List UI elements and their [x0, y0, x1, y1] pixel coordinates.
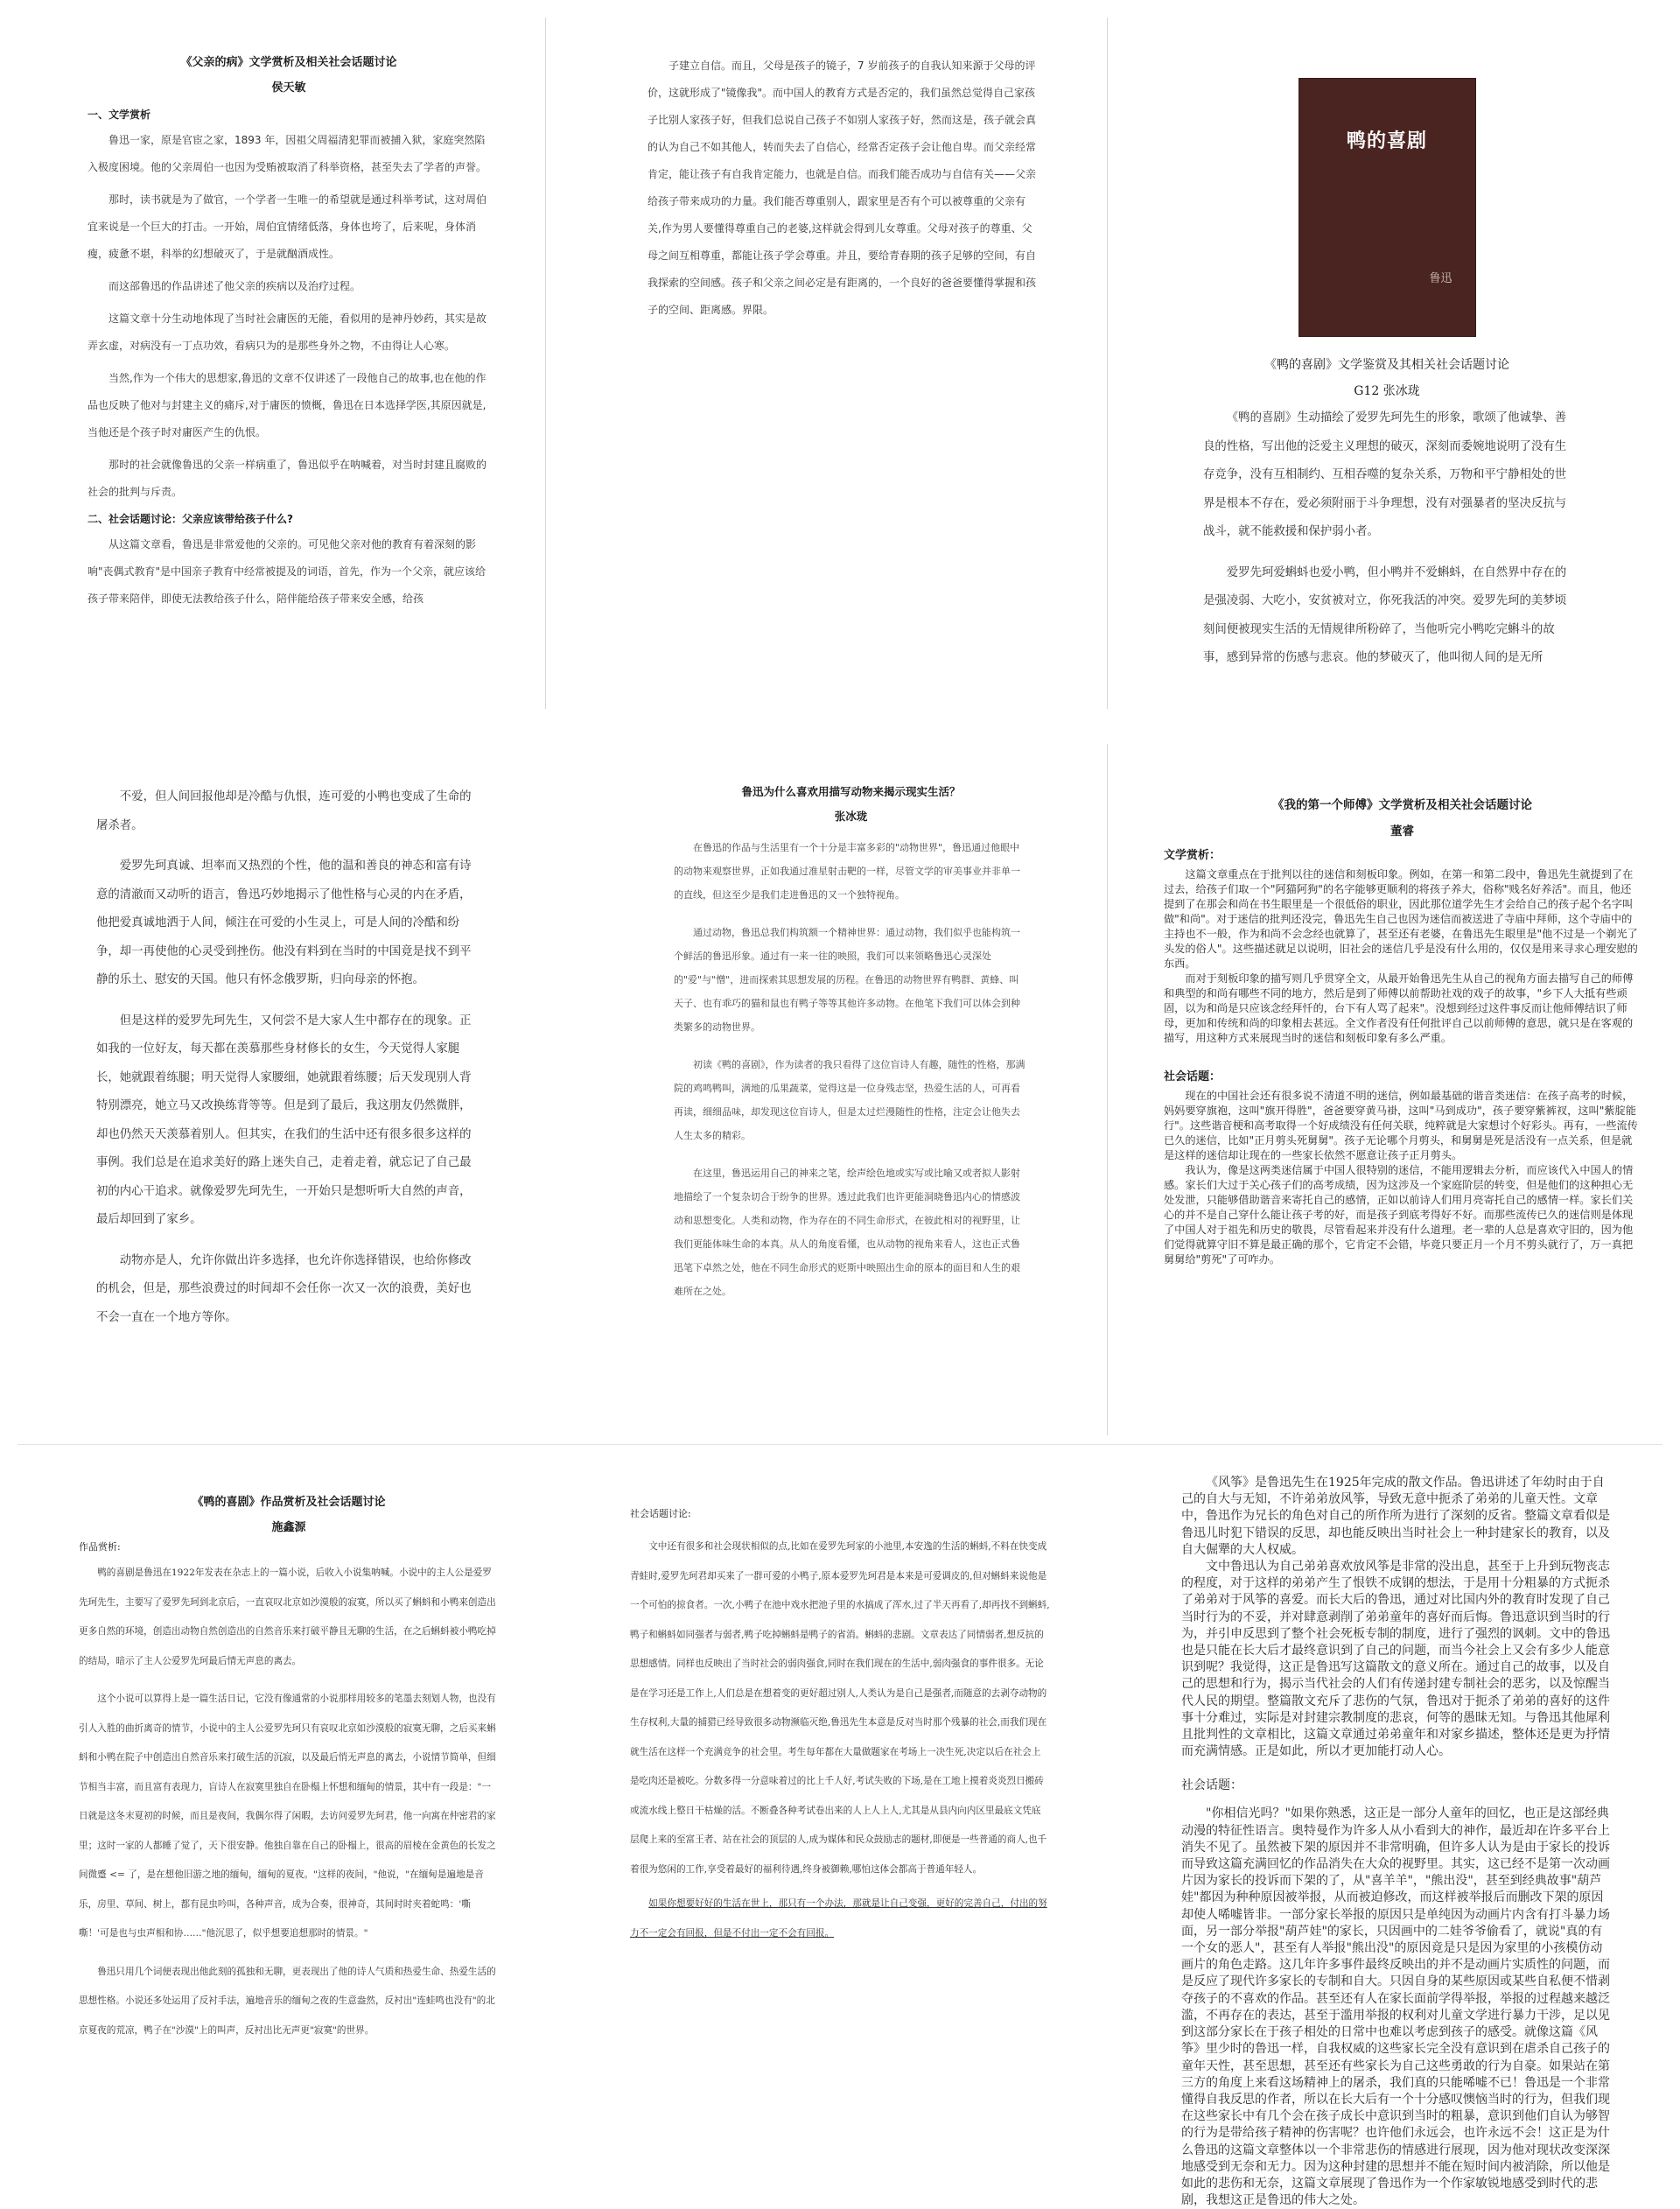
paragraph: 动物亦是人，允许你做出许多选择，也允许你选择错误，也给你修改的机会，但是，那些浪费过的时间却不会任你一次又一次的浪费，美好也不会一直在一个地方等你。: [96, 1253, 472, 1324]
book-cover-title: 鸭的喜剧: [1346, 130, 1427, 152]
paragraph: 我认为，像是这两类迷信属于中国人很特别的迷信，不能用逻辑去分析，而应该代入中国人的情感。家长们大过于关心孩子们的高考成绩，因为这涉及一个家庭阶层的转变，但是他们的这种担心无处发泄，只能够借助谐音来寄托自己的感情，正如以前诗人们用月亮寄托自己的感情一样。家长们关心的并不是自己穿什么能让孩子考的好，而是孩子到底考得好不好。而那些流传已久的迷信则是体现了中国人对于祖先和历史的敬畏，尽管看起来并没有什么道理。老一辈的人总是喜欢守旧的，因为他们觉得就算守旧不算是最正确的那个，它肯定不会错，毕竟只要正月一个月不剪头就行了，万一真把舅舅给"剪死"了可咋办。: [1164, 1164, 1634, 1266]
page-animals-and-reality: [674, 783, 1028, 1396]
page-first-master: [1164, 795, 1641, 1425]
page-title: 《父亲的病》文学赏析及相关社会话题讨论: [180, 56, 397, 69]
page-ya-de-xiju-appreciation: [1203, 79, 1571, 665]
paragraph: 这篇文章重点在于批判以往的迷信和刻板印象。例如，在第一和第二段中，鲁迅先生就提到了在过去，给孩子们取一个"阿猫阿狗"的名字能够更顺利的将孩子养大，俗称"贱名好养活"。而且，他还提到了在那会和尚在书生眼里是一个很低俗的职业，因此那位道学先生才会给自己的孩子起个名字叫做"和尚"。对于迷信的批判还没完，鲁迅先生自己也因为迷信而被送进了寺庙中拜师，这个寺庙中的主持也不一般，作为和尚不会念经也就算了，甚至还有老婆，在鲁迅先生眼里是"他不过是一个剃光了头发的俗人"。这些描述就足以说明，旧社会的迷信几乎是没有什么用的，仅仅是用来寻求心理安慰的东西。: [1164, 868, 1638, 970]
paragraph-group: [1181, 1806, 1614, 2209]
page-fuqin-de-bing: [88, 53, 490, 683]
paragraph: 子建立自信。而且，父母是孩子的镜子，7 岁前孩子的自我认知来源于父母的评价，这就形成了"镜像我"。而中国人的教育方式是否定的，我们虽然总觉得自己家孩子比别人家孩子好，但我们总说自己孩子不如别人家孩子好，然而这是，孩子就会真的认为自己不如其他人，转而失去了自信心，经常否定孩子会让他自卑。而父亲经常肯定，能让孩子有自我肯定能力，也就是自信。而我们能否成功与自信有关——父亲给孩子带来成功的力量。我们能否尊重别人，跟家里是否有个可以被尊重的父亲有关,作为男人要懂得尊重自己的老婆,这样就会得到儿女尊重。父母对孩子的尊重、父母之间互相尊重，都能让孩子学会尊重。并且，要给青春期的孩子足够的空间，有自我探索的空间感。孩子和父亲之间必定是有距离的，一个良好的爸爸要懂得掌握和孩子的空间、距离感。界限。: [648, 60, 1037, 316]
paragraph: 如果你想要好好的生活在世上，那只有一个办法，那就是让自己变强，更好的完善自己，付出的努力不一定会有回报，但是不付出一定不会有回报。: [630, 1898, 1047, 1939]
paragraph: 不爱，但人间回报他却是冷酷与仇恨，连可爱的小鸭也变成了生命的屠杀者。: [96, 790, 472, 832]
paragraph: 鲁迅只用几个词便表现出他此刻的孤独和无聊，更表现出了他的诗人气质和热爱生命、热爱生活的思想性格。小说还多处运用了反衬手法，遍地音乐的缅甸之夜的生意盎然，反衬出"连蛙鸣也没有"的北京夏夜的荒凉，鸭子在"沙漠"上的叫声，反衬出比无声更"寂寞"的世界。: [79, 1966, 496, 2036]
section-heading: 一、文学赏析: [88, 109, 151, 121]
paragraph-group: [1164, 867, 1641, 1046]
page-author: 施鑫源: [271, 1521, 306, 1534]
paragraph-group: [648, 53, 1037, 324]
paragraph: 在这里，鲁迅运用自己的神来之笔，绘声绘色地或实写或比喻又或者拟人影射地描绘了一个复杂切合于纷争的世界。透过此我们也许更能洞晓鲁迅内心的情感波动和思想变化。人类和动物，作为存在的不同生命形式，在彼此相对的视野里，让我们更能体味生命的本真。从人的角度看懂，也从动物的视角来看人，这也正式鲁迅笔下卓然之处，他在不同生命形式的贬斯中映照出生命的原本的面目和人生的艰难所在之处。: [674, 1168, 1020, 1297]
paragraph-group: [88, 531, 490, 613]
column-divider: [1107, 744, 1108, 1435]
page-ya-de-xiju-continued: [96, 783, 472, 1352]
paragraph: 鸭的喜剧是鲁迅在1922年发表在杂志上的一篇小说，后收入小说集呐喊。小说中的主人公是爱罗先珂先生，主要写了爱罗先珂到北京后，一直哀叹北京如沙漠般的寂寞，所以买了蝌蚪和小鸭来创造出更多自然的环境，创造出动物自然创造出的自然音乐来打破平静且无聊的生活，在之后蝌蚪被小鸭吃掉的结局，暗示了主人公爱罗先珂最后情无声息的离去。: [79, 1567, 496, 1666]
column-divider: [1107, 18, 1108, 709]
paragraph: 通过动物，鲁迅总我们构筑额一个精神世界：通过动物，我们似乎也能构筑一个鲜活的鲁迅形象。通过有一来一往的映照，我们可以来领略鲁迅心灵深处的"爱"与"憎"，进而探索其思想发展的历程。在鲁迅的动物世界有鸭群、黄蜂、叫天子、也有乖巧的猫和鼠也有鸭子等等其他许多动物。在他笔下我们可以体会到种类繁多的动物世界。: [674, 927, 1020, 1033]
paragraph-group: [1164, 1089, 1641, 1267]
page-fengzheng: [1181, 1475, 1614, 2208]
paragraph: 文中鲁迅认为自己弟弟喜欢放风筝是非常的没出息，甚至于上升到玩物丧志的程度，对于这样的弟弟产生了恨铁不成钢的想法，于是用十分粗暴的方式扼杀了弟弟对于风筝的喜爱。而长大后的鲁迅，通过对比国内外的教育时发现了自己当时行为的不妥，并对肆意剥削了弟弟童年的喜好而后悔。鲁迅意识到当时的行为，并引申反思到了整个社会死板专制的制度，进行了强烈的讽刺。文中的鲁迅也是只能在长大后才最终意识到了自己的问题，而当今社会上又会有多少人能意识到呢？我觉得，这正是鲁迅写这篇散文的意义所在。通过自己的故事，以及自己的思想和行为，揭示当代社会的人们有传递封建专制社会的恶劣，以及惊醒当代人民的期望。整篇散文充斥了悲伤的气氛，鲁迅对于扼杀了弟弟的喜好的这件事十分难过，实际是对封建宗教制度的悲哀，何等的愚昧无知。与鲁迅其他犀利且批判性的文章相比，这篇文章通过弟弟童年和对家乡描述，整体还是更为抒情而充满情感。正是如此，所以才更加能打动人心。: [1181, 1560, 1610, 1759]
page-fuqin-de-bing-continued: [648, 53, 1037, 341]
section-heading: 社会话题讨论:: [630, 1508, 691, 1519]
paragraph: "你相信光吗？"如果你熟悉，这正是一部分人童年的回忆，也正是这部经典动漫的特征性语言。奥特曼作为许多人从小看到大的神作，最近却在许多平台上消失不见了。虽然被下架的原因并不非常明确，但许多人认为是由于家长的投诉而导致这篇充满回忆的作品消失在大众的视野里。其实，这已经不是第一次动画片因为家长的投诉而下架的了，从"喜羊羊"，"熊出没"，甚至到经典故事"葫芦娃"都因为种种原因被举报，从而被迫修改，而这样被举报后而删改下架的原因却使人唏嘘皆非。一部分家长举报的原因只是单纯因为动画片内含有打斗暴力场面，另一部分举报"葫芦娃"的家长，只因画中的二娃爷爷偷看了，就说"真的有一个女的恶人"，甚至有人举报"熊出没"的原因竟是只是因为家里的小孩模仿动画片的角色走路。这几年许多事件最终反映出的并不是动画片实质性的问题，而是反应了现代许多家长的专制和自大。只因自身的某些原因或某些自私便不惜剥夺孩子的不喜欢的作品。甚至还有人在家长面前学得举报，举报的过程越来越泛滥，不再存在的表达，甚至于滥用举报的权利对儿童文学进行暴力干涉，足以见到这部分家长在于孩子相处的日常中也难以考虑到孩子的感受。就像这篇《风筝》里少时的鲁迅一样，自我权威的这些家长完全没有意识到在虐杀自己孩子的童年天性，甚至思想，甚至还有些家长为自己这些勇敢的行为自豪。如果站在第三方的角度上来看这场精神上的屠杀，我们真的只能唏嘘不已！鲁迅是一个非常懂得自我反思的作者，所以在长大后有一个十分感叹懊恼当时的行为，但我们现在这些家长中有几个会在孩子成长中意识到当时的粗暴，意识到他们自认为够智的行为是带给孩子精神的伤害呢？也许他们永远会，也许永远不会！这正是为什么鲁迅的这篇文章整体以一个非常悲伤的情感进行展现，因为他对现状改变深深地感受到无奈和无力。因为这种封建的思想并不能在短时间内被消除，所以他是如此的悲伤和无奈，这篇文章展现了鲁迅作为一个作家敏锐地感受到时代的悲剧，我想这正是鲁迅的伟大之处。: [1181, 1806, 1610, 2208]
section-heading: 文学赏析：: [1164, 849, 1222, 862]
paragraph: 初读《鸭的喜剧》，作为读者的我只看得了这位盲诗人有趣，随性的性格，那满院的鸡鸣鸭叫，满地的瓜果蔬菜，觉得这是一位身残志坚，热爱生活的人，可再看再读，细细品味，却发现这位盲诗人，但是太过烂漫随性的性格，注定会让他失去人生太多的精彩。: [674, 1059, 1026, 1141]
section-heading: 作品赏析:: [79, 1541, 121, 1553]
page-author: 侯天敏: [271, 81, 306, 95]
page-title: 鲁迅为什么喜欢用描写动物来揭示现实生活？: [741, 785, 961, 798]
paragraph: 当然,作为一个伟大的思想家,鲁迅的文章不仅讲述了一段他自己的故事,也在他的作品也反映了他对与封建主义的痛斥,对于庸医的愤概，鲁迅在日本选择学医,其原因就是,当他还是个孩子时对庸医产生的仇恨。: [88, 372, 486, 438]
paragraph: 这篇文章十分生动地体现了当时社会庸医的无能，看似用的是神丹妙药，其实是故弄玄虚，对病没有一丁点功效，看病只为的是那些身外之物，不由得让人心寒。: [88, 312, 487, 352]
paragraph-group: [88, 127, 490, 506]
paragraph: 而对于刻板印象的描写则几乎贯穿全文，从最开始鲁迅先生从自己的视角方面去描写自己的师傅和典型的和尚有哪些不同的地方，然后是到了师傅以前帮助社戏的戏子的故事，"乡下人大抵有些顽固，以为和尚是只应该念经拜忏的，台下有人骂了起来"。没想到经过这件事反而让他师傅结识了师母，更加和传统和尚的印象相去甚远。全文作者没有任何批评自己以前师傅的意思，就只是在客观的描写，用这种方式来展现当时的迷信和刻板印象有多么严重。: [1164, 972, 1634, 1044]
paragraph: 《风筝》是鲁迅先生在1925年完成的散文作品。鲁迅讲述了年幼时由于自己的自大与无知，不许弟弟放风筝，导致无意中扼杀了弟弟的儿童天性。文章中，鲁迅作为兄长的角色对自己的所作所为进行了深刻的反省。整篇文章看似是鲁迅儿时犯下错误的反思，却也能反映出当时社会上一种封建家长的教育，以及自大倔犟的大人权威。: [1181, 1476, 1610, 1557]
paragraph-group: [1181, 1475, 1614, 1760]
paragraph: 现在的中国社会还有很多说不清道不明的迷信，例如最基础的谐音类迷信：在孩子高考的时候，妈妈要穿旗袍，这叫"旗开得胜"，爸爸要穿黄马褂，这叫"马到成功"，孩子要穿紫裤衩，这叫"紫腚能行"。这些谐音梗和高考取得一个好成绩没有任何关联，纯粹就是大家想讨个好彩头。再有，一些流传已久的迷信，比如"正月剪头死舅舅"。孩子无论哪个月剪头，和舅舅是死是活没有一点关系，但是就是这样的迷信却让现在的一些家长依然不愿意让孩子正月剪头。: [1164, 1090, 1638, 1161]
section-heading: 社会话题：: [1164, 1070, 1222, 1083]
book-cover: [1299, 79, 1475, 336]
paragraph: 爱罗先珂爱蝌蚪也爱小鸭，但小鸭并不爱蝌蚪，在自然界中存在的是强凌弱、大吃小，安贫被对立，你死我活的冲突。爱罗先珂的美梦顷刻间便被现实生活的无情规律所粉碎了，当他听完小鸭吃完蝌斗的故事，感到异常的伤感与悲哀。他的梦破灭了，他叫彻人间的是无所: [1203, 565, 1567, 664]
page-title: 《鸭的喜剧》作品赏析及社会话题讨论: [192, 1496, 386, 1509]
paragraph: 那时的社会就像鲁迅的父亲一样病重了，鲁迅似乎在呐喊着，对当时封建且腐败的社会的批判与斥责。: [88, 459, 487, 498]
row-divider: [18, 1444, 1662, 1445]
page-author: 董睿: [1390, 824, 1414, 838]
paragraph: 从这篇文章看，鲁迅是非常爱他的父亲的。可见他父亲对他的教育有着深刻的影响"丧偶式教育"是中国亲子教育中经常被提及的词语，首先，作为一个父亲，就应该给孩子带来陪伴，即使无法教给孩子什么，陪伴能给孩子带来安全感，给孩: [88, 538, 486, 605]
paragraph-group: [79, 1559, 499, 2045]
paragraph-group: [630, 1532, 1050, 1948]
page-title: 《我的第一个师傅》文学赏析及相关社会话题讨论: [1272, 798, 1532, 812]
page-author: G12 张冰珑: [1354, 384, 1420, 398]
paragraph: 但是这样的爱罗先珂先生，又何尝不是大家人生中都存在的现象。正如我的一位好友，每天都在羡慕那些身材修长的女生，今天觉得人家腿长，她就跟着练腿；明天觉得人家腰细，她就跟着练腰；后天发现别人背特别漂亮，她立马又改换练背等等。但是到了最后，我这朋友仍然微胖，却也仍然天天羡慕着别人。但其实，在我们的生活中还有很多很多这样的事例。我们总是在追求美好的路上迷失自己，走着走着，就忘记了自己最初的内心干追求。就像爱罗先珂先生，一开始只是想听听大自然的声音，最后却回到了家乡。: [96, 1013, 472, 1226]
paragraph-group: [96, 783, 472, 1332]
page-author: 张冰珑: [834, 810, 868, 823]
paragraph-group: [1203, 404, 1571, 673]
paragraph: 而这部鲁迅的作品讲述了他父亲的疾病以及治疗过程。: [108, 280, 361, 292]
paragraph: 这个小说可以算得上是一篇生活日记，它没有像通常的小说那样用较多的笔墨去刻划人物，也没有引人入胜的曲折离奇的情节，小说中的主人公爱罗先珂只有哀叹北京如沙漠般的寂寞无聊，之后买来蝌蚪和小鸭在院子中创造出自然音乐来打破生活的沉寂，以及最后悄无声息的离去，小说情节简单，但细节相当丰富，而且富有表现力，盲诗人在寂寞里独自在卧榻上怀想和缅甸的情景，其中有一段是："一日就是这冬末夏初的时候，而且是夜间，我偶尔得了闲暇，去访问爱罗先珂君，他一向寓在仲密君的家里；这时一家的人都睡了觉了，天下很安静。他独自靠在自己的卧榻上，很高的眉棱在金黄色的长发之间微蹙 <= 了，是在想他旧游之地的缅甸，缅甸的夏夜。"这样的夜间，"他说，"在缅甸是遍地是音乐，房里、草间、树上，都有昆虫吟叫，各种声音，成为合奏，很神奇，其间时时夹着蛇鸣：'嘶嘶！'可是也与虫声相和协……"他沉思了，似乎想要追想那时的情景。": [79, 1694, 496, 1939]
section-heading: 社会话题：: [1181, 1778, 1242, 1793]
page-title: 《鸭的喜剧》文学鉴赏及其相关社会话题讨论: [1264, 358, 1509, 372]
page-ya-de-xiju-shi: [79, 1492, 499, 2157]
paragraph: 在鲁迅的作品与生活里有一个十分是丰富多彩的"动物世界"，鲁迅通过他眼中的动物来观察世界，正如我通过准星射击靶的一样，尽管文学的审美事业并非单一的直线，但这至少是我们走进鲁迅的又一个独特视角。: [674, 842, 1020, 901]
paragraph: 文中还有很多和社会现状相似的点,比如在爱罗先珂家的小池里,本安逸的生活的蝌蚪,不料在快变成青蛙时,爱罗先珂君却买来了一群可爱的小鸭子,原本爱罗先珂君是本来是可爱调皮的,但对蝌蚪来说他是一个可怕的掠食者。一次,小鸭子在池中戏水把池子里的水搞成了浑水,过了半天再看了,却再找不到蝌蚪,鸭子和蝌蚪如同强者与弱者,鸭子吃掉蝌蚪是鸭子的省消。蝌蚪的悲剧。文章表达了同情弱者,想反抗的思想感情。同样也反映出了当时社会的弱肉强食,同时在我们现在的生活中,弱肉强食的事件很多。无论是在学习还是工作上,人们总是在想着变的更好超过别人,人类认为是自己是强者,而随意的去剥夺动物的生存权利,大量的捕猎已经导致很多动物濒临灭绝,鲁迅先生本意是反对当时那个残暴的社会,而我们现在就生活在这样一个充满竞争的社会里。考生每年都在大量做题家在考场上一决生死,决定以后在社会上是吃肉还是被吃。分数多得一分意味着过的比上千人好,考试失败的下场,是在工地上摸着炎炎烈日搬砖或流水线上整日干枯燥的活。不断叠各种考试卷出来的人上人上人,尤其是从县内向内区里最底文凭底层爬上来的至富王者、站在社会的顶层的人,成为媒体和民众鼓励志的题材,即便是一些普通的商人,也千着很为悠闲的工作,享受着最好的福利待遇,终身被御赖,哪怕这体会都高于普通年轻人。: [630, 1541, 1050, 1875]
column-divider: [545, 18, 546, 709]
paragraph-group: [674, 836, 1028, 1303]
paragraph: 《鸭的喜剧》生动描绘了爱罗先珂先生的形象，歌颂了他诚挚、善良的性格，写出他的泛爱主义理想的破灭，深刻而委婉地说明了没有生存竞争，没有互相制约、互相吞噬的复杂关系，万物和平宁静相处的世界是根本不存在，爱必须附丽于斗争理想，没有对强暴者的坚决反抗与战斗，就不能救援和保护弱小者。: [1203, 411, 1567, 538]
paragraph: 爱罗先珂真诚、坦率而又热烈的个性，他的温和善良的神态和富有诗意的清澈而又动听的语言，鲁迅巧妙地揭示了他性格与心灵的内在矛盾，他把爱真诚地洒于人间，倾注在可爱的小生灵上，可是人间的冷酷和纷争，却一再使他的心灵受到挫伤。他没有料到在当时的中国竟是找不到平静的乐土、慰安的天国。他只有怀念俄罗斯，归向母亲的怀抱。: [96, 859, 472, 986]
section-heading: 二、社会话题讨论：父亲应该带给孩子什么?: [88, 513, 293, 525]
paragraph: 鲁迅一家，原是官宦之家，1893 年，因祖父周福清犯罪而被捕入狱，家庭突然陷入极度困境。他的父亲周伯一也因为受贿被取消了科举资格，甚至失去了学者的声誉。: [88, 134, 487, 173]
page-social-discussion-ducks: [630, 1501, 1050, 2079]
book-cover-author: 鲁迅: [1429, 272, 1452, 285]
paragraph: 那时，读书就是为了做官，一个学者一生唯一的希望就是通过科举考试，这对周伯宜来说是一个巨大的打击。一开始，周伯宜情绪低落，身体也垮了，后来呢，身体消瘦，疲惫不堪，科举的幻想破灭了，于是就酗酒成性。: [88, 193, 487, 260]
